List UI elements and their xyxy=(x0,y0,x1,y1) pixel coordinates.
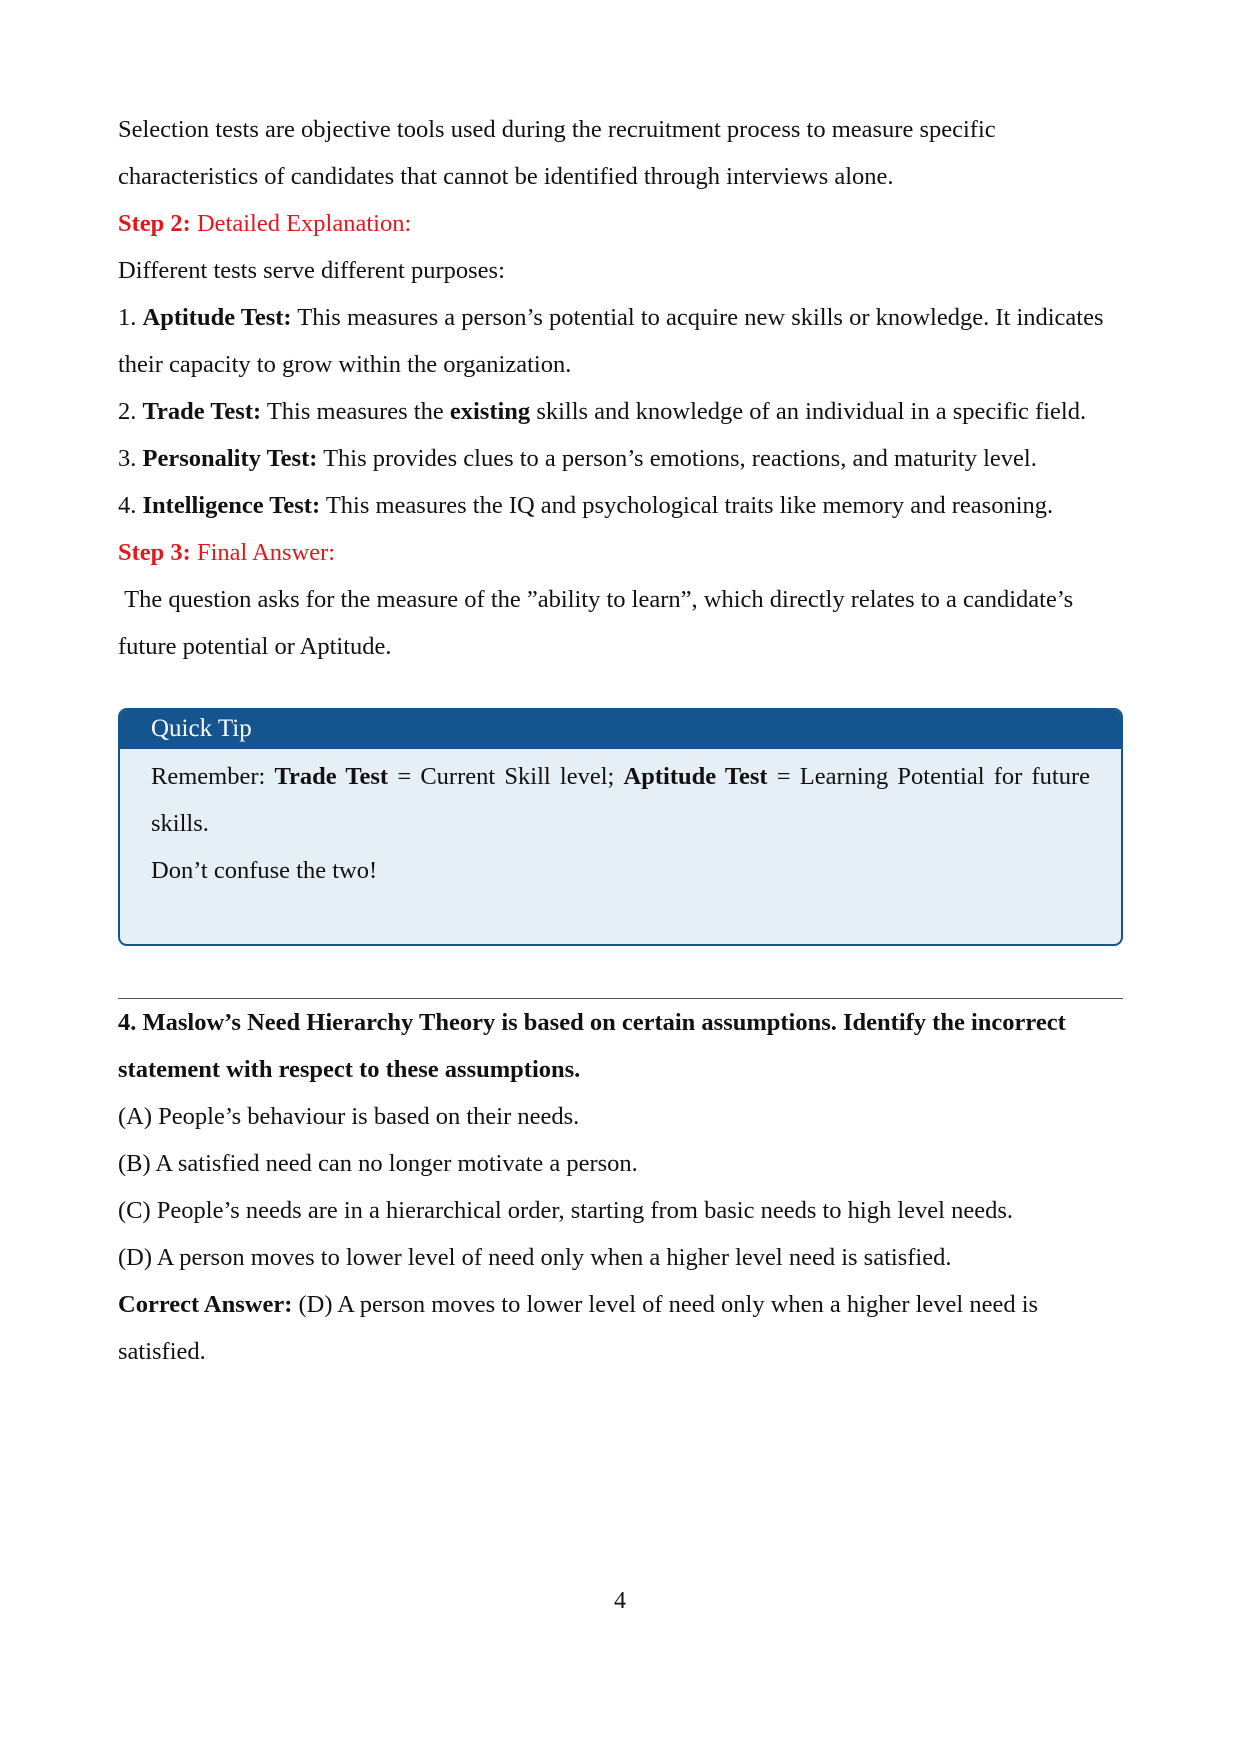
list-number: 3. xyxy=(118,445,137,472)
term-intelligence-test: Intelligence Test: xyxy=(142,492,321,519)
step2-intro: Different tests serve different purposes: xyxy=(118,257,505,284)
final-answer-body: The question asks for the measure of the ”ability to learn”, which directly relates to a candidate’s future potential or Aptitude. xyxy=(118,586,1074,660)
step3-title: Final Answer: xyxy=(196,539,336,566)
tip-remember-line xyxy=(151,753,1090,847)
term-aptitude-test: Aptitude Test: xyxy=(142,304,292,331)
trade-description-end: skills and knowledge of an individual in a specific field. xyxy=(536,398,1087,425)
page-number: 4 xyxy=(614,1588,626,1614)
aptitude-description: This measures a person’s potential to acquire new skills or knowledge. It indicates their capacity to grow within the organization. xyxy=(118,304,1104,378)
tip-remember-label: Remember: xyxy=(151,763,266,790)
tip-trade-test: Trade Test xyxy=(274,763,389,790)
list-number: 4. xyxy=(118,492,137,519)
tip-trade-definition: = Current Skill level; xyxy=(397,763,615,790)
list-item-trade xyxy=(118,388,1123,435)
step3-heading xyxy=(118,529,1123,576)
list-item-intelligence xyxy=(118,482,1123,529)
list-item-aptitude xyxy=(118,294,1123,388)
tip-aptitude-test: Aptitude Test xyxy=(623,763,768,790)
intelligence-description: This measures the IQ and psychological traits like memory and reasoning. xyxy=(325,492,1054,519)
tip-aptitude-definition: = Learning Potential for future skills. xyxy=(151,763,1091,837)
step2-title: Detailed Explanation: xyxy=(196,210,412,237)
correct-answer-text: (D) A person moves to lower level of need only when a higher level need is satisfied. xyxy=(118,1291,1039,1365)
quick-tip-heading: Quick Tip xyxy=(120,710,1121,749)
quick-tip-box xyxy=(118,708,1123,946)
term-personality-test: Personality Test: xyxy=(142,445,318,472)
selection-tests-intro: Selection tests are objective tools used during the recruitment process to measure specific characteristics of candidates that cannot be identified through interviews alone. xyxy=(118,116,996,190)
term-trade-test: Trade Test: xyxy=(142,398,262,425)
option-b: (B) A satisfied need can no longer motivate a person. xyxy=(118,1150,638,1177)
list-item-personality xyxy=(118,435,1123,482)
page-content xyxy=(118,106,1123,1375)
emphasis-existing: existing xyxy=(449,398,531,425)
quick-tip-body xyxy=(120,749,1121,894)
step2-heading xyxy=(118,200,1123,247)
step2-label: Step 2: xyxy=(118,210,191,237)
option-c: (C) People’s needs are in a hierarchical order, starting from basic needs to high level needs. xyxy=(118,1197,1013,1224)
personality-description: This provides clues to a person’s emotions, reactions, and maturity level. xyxy=(323,445,1037,472)
correct-answer-label: Correct Answer: xyxy=(118,1291,293,1318)
question-4-text: 4. Maslow’s Need Hierarchy Theory is based on certain assumptions. Identify the incorrect statement with respect to these assumptions. xyxy=(118,1009,1066,1083)
step3-label: Step 3: xyxy=(118,539,191,566)
list-number: 1. xyxy=(118,304,137,331)
option-a: (A) People’s behaviour is based on their needs. xyxy=(118,1103,580,1130)
option-d: (D) A person moves to lower level of need only when a higher level need is satisfied. xyxy=(118,1244,952,1271)
trade-description-start: This measures the xyxy=(266,398,444,425)
correct-answer xyxy=(118,1281,1123,1375)
tip-warning: Don’t confuse the two! xyxy=(151,857,378,884)
final-answer-text xyxy=(118,576,1123,670)
list-number: 2. xyxy=(118,398,137,425)
